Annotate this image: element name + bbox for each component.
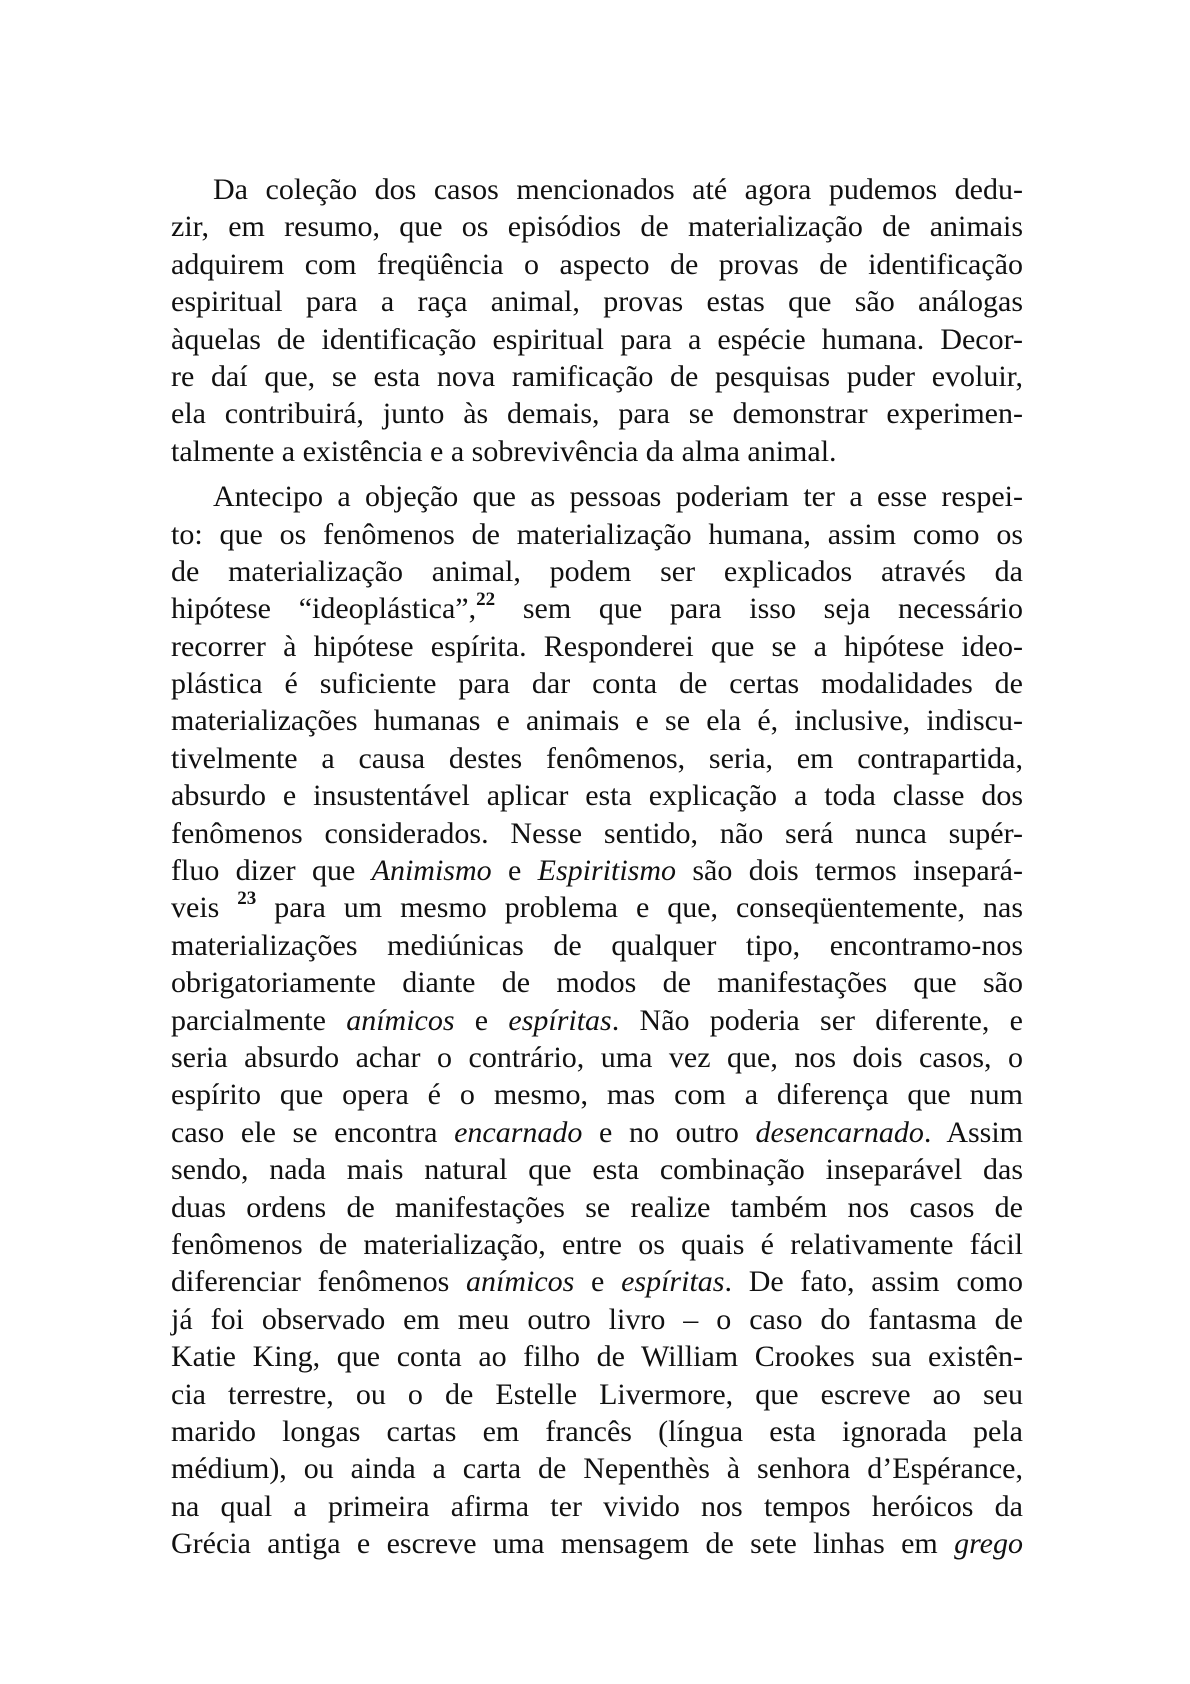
text-line <box>171 553 1023 590</box>
line-text: médium), ou ainda a carta de Nepenthès à senhora d’Espérance, <box>171 1452 1023 1486</box>
text-line <box>171 395 1023 432</box>
line-text: cia terrestre, ou o de Estelle Livermore, que escreve ao seu <box>171 1377 1023 1411</box>
line-text: seria absurdo achar o contrário, uma vez que, nos dois casos, o <box>171 1040 1023 1074</box>
line-text: obrigatoriamente diante de modos de manifestações que são <box>171 966 1023 1000</box>
text-line <box>171 1263 1023 1300</box>
text-line <box>171 1301 1023 1338</box>
italic-text: espíritas <box>621 1265 725 1299</box>
line-text: duas ordens de manifestações se realize também nos casos de <box>171 1190 1023 1224</box>
line-text: fluo dizer que <box>171 854 372 888</box>
line-text: ela contribuirá, junto às demais, para se demonstrar experimen- <box>171 397 1023 431</box>
line-text: espiritual para a raça animal, provas estas que são análogas <box>171 285 1023 319</box>
line-text: marido longas cartas em francês (língua esta ignorada pela <box>171 1414 1023 1448</box>
line-text: to: que os fenômenos de materialização humana, assim como os <box>171 517 1023 551</box>
footnote-ref: 23 <box>237 888 257 910</box>
body-text <box>171 171 1023 1562</box>
line-text: na qual a primeira afirma ter vivido nos tempos heróicos da <box>171 1489 1023 1523</box>
text-line <box>171 1338 1023 1375</box>
text-line <box>171 1114 1023 1151</box>
line-text: materializações humanas e animais e se ela é, inclusive, indiscu- <box>171 704 1023 738</box>
text-line <box>171 208 1023 245</box>
line-text: sendo, nada mais natural que esta combinação inseparável das <box>171 1153 1023 1187</box>
text-line <box>171 1076 1023 1113</box>
line-text: fenômenos considerados. Nesse sentido, não será nunca supér- <box>171 816 1023 850</box>
line-text: zir, em resumo, que os episódios de materialização de animais <box>171 210 1023 244</box>
line-text: fenômenos de materialização, entre os quais é relativamente fácil <box>171 1227 1023 1261</box>
paragraph <box>171 171 1023 470</box>
line-text: e <box>574 1265 622 1299</box>
text-line <box>171 283 1023 320</box>
line-text: Antecipo a objeção que as pessoas poderiam ter a esse respei- <box>213 480 1023 514</box>
paragraph <box>171 478 1023 1562</box>
line-text: de materialização animal, podem ser explicados através da <box>171 554 1023 588</box>
line-text: e <box>491 854 538 888</box>
italic-text: Espiritismo <box>537 854 677 888</box>
text-line <box>171 246 1023 283</box>
italic-text: anímicos <box>466 1265 575 1299</box>
text-line <box>171 665 1023 702</box>
line-text: àquelas de identificação espiritual para a espécie humana. Decor- <box>171 322 1023 356</box>
text-line <box>171 1376 1023 1413</box>
line-text: Grécia antiga e escreve uma mensagem de sete linhas em <box>171 1527 955 1561</box>
line-text: . Assim <box>923 1115 1024 1149</box>
line-text: são dois termos insepará- <box>676 854 1023 888</box>
line-text: absurdo e insustentável aplicar esta explicação a toda classe dos <box>171 779 1023 813</box>
text-line <box>171 1413 1023 1450</box>
text-line <box>171 1189 1023 1226</box>
text-line <box>171 702 1023 739</box>
text-line <box>171 852 1023 889</box>
line-text: . De fato, assim como <box>724 1265 1023 1299</box>
line-text: talmente a existência e a sobrevivência da alma animal. <box>171 434 837 468</box>
line-text: hipótese “ideoplástica”, <box>171 592 477 626</box>
text-line <box>171 777 1023 814</box>
line-text: tivelmente a causa destes fenômenos, seria, em contrapartida, <box>171 741 1023 775</box>
text-line <box>171 590 1023 627</box>
text-line <box>171 740 1023 777</box>
line-text: diferenciar fenômenos <box>171 1265 466 1299</box>
line-text: espírito que opera é o mesmo, mas com a diferença que num <box>171 1078 1023 1112</box>
paragraph-gap <box>171 470 1023 478</box>
line-text: caso ele se encontra <box>171 1115 455 1149</box>
text-line <box>171 358 1023 395</box>
line-text: e no outro <box>582 1115 756 1149</box>
text-line <box>171 1002 1023 1039</box>
line-text: e <box>454 1003 509 1037</box>
line-text: Katie King, que conta ao filho de William Crookes sua existên- <box>171 1340 1023 1374</box>
text-line <box>171 1450 1023 1487</box>
text-line <box>171 1525 1023 1562</box>
text-line <box>171 433 1023 470</box>
line-text: parcialmente <box>171 1003 347 1037</box>
line-text: . Não poderia ser diferente, e <box>611 1003 1023 1037</box>
line-text: plástica é suficiente para dar conta de certas modalidades de <box>171 667 1023 701</box>
line-text: recorrer à hipótese espírita. Responderei que se a hipótese ideo- <box>171 629 1023 663</box>
italic-text: desencarnado <box>755 1115 924 1149</box>
text-line <box>171 171 1023 208</box>
line-text: materializações mediúnicas de qualquer tipo, encontramo-nos <box>171 928 1023 962</box>
italic-text: Animismo <box>371 854 492 888</box>
text-line <box>171 927 1023 964</box>
line-text: Da coleção dos casos mencionados até agora pudemos dedu- <box>213 173 1023 206</box>
line-text: já foi observado em meu outro livro – o caso do fantasma de <box>171 1302 1023 1336</box>
line-text: para um mesmo problema e que, conseqüentemente, nas <box>256 891 1023 925</box>
text-line <box>171 478 1023 515</box>
text-line <box>171 321 1023 358</box>
italic-text: encarnado <box>454 1115 583 1149</box>
text-line <box>171 1039 1023 1076</box>
text-line <box>171 1151 1023 1188</box>
text-line <box>171 1488 1023 1525</box>
italic-text: anímicos <box>346 1003 455 1037</box>
italic-text: grego <box>954 1527 1023 1561</box>
text-line <box>171 1226 1023 1263</box>
text-line <box>171 815 1023 852</box>
line-text: veis <box>171 891 238 925</box>
footnote-ref: 22 <box>476 589 496 611</box>
line-text: sem que para isso seja necessário <box>495 592 1023 626</box>
text-line <box>171 889 1023 926</box>
line-text: adquirem com freqüência o aspecto de provas de identificação <box>171 247 1023 281</box>
text-line <box>171 516 1023 553</box>
italic-text: espíritas <box>508 1003 612 1037</box>
text-line <box>171 964 1023 1001</box>
line-text: re daí que, se esta nova ramificação de pesquisas puder evoluir, <box>171 359 1023 393</box>
text-line <box>171 628 1023 665</box>
